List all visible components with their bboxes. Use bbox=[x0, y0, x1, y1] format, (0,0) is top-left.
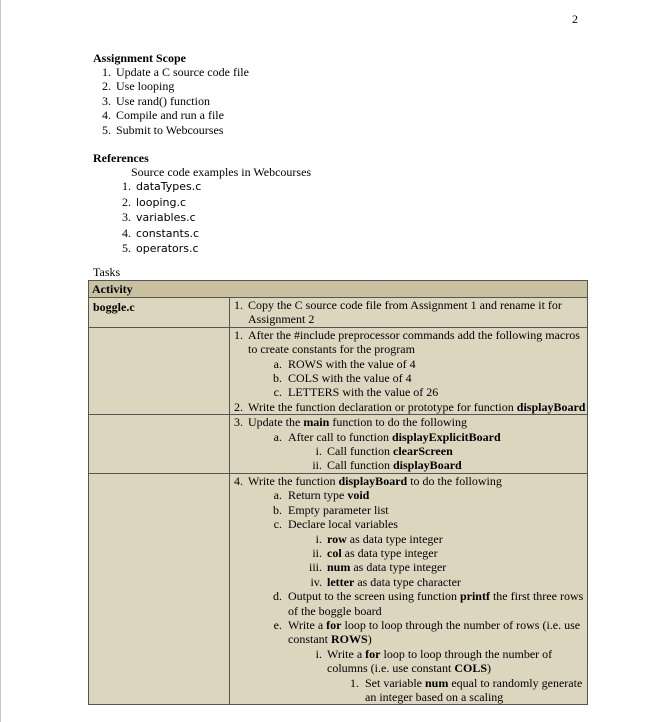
task-cell bbox=[230, 327, 588, 414]
list-item: 3. Use rand() function bbox=[102, 93, 210, 108]
task-item: d. Output to the screen using function printf the first three rows of the boggle board bbox=[273, 589, 584, 618]
table-row bbox=[89, 327, 588, 414]
task-item: b. COLS with the value of 4 bbox=[273, 371, 412, 386]
page-left-border bbox=[0, 0, 1, 722]
list-item: 3. variables.c bbox=[122, 210, 196, 225]
list-item: 4. constants.c bbox=[122, 225, 200, 240]
references-intro: Source code examples in Webcourses bbox=[131, 165, 312, 179]
table-row bbox=[89, 473, 588, 705]
task-item: ii. col as data type integer bbox=[312, 545, 438, 560]
assignment-scope-section bbox=[93, 51, 249, 137]
task-item: 1. Copy the C source code file from Assignment 1 and rename it for Assignment 2 bbox=[234, 298, 562, 327]
references-heading: References bbox=[93, 151, 149, 165]
task-item: 3. Update the main function to do the following bbox=[234, 415, 467, 430]
file-cell bbox=[89, 298, 230, 328]
table-row bbox=[89, 298, 588, 328]
task-item: 2. Write the function declaration or prototype for function displayBoard bbox=[234, 399, 586, 414]
task-item: e. Write a for loop to loop through the number of rows (i.e. use constant ROWS) bbox=[273, 617, 581, 647]
task-item: c. Declare local variables bbox=[273, 517, 398, 532]
task-item: i. Write a for loop to loop through the number of columns (i.e. use constant COLS) bbox=[315, 646, 553, 676]
task-item: ii. Call function displayBoard bbox=[312, 458, 462, 473]
tasks-heading: Tasks bbox=[93, 265, 121, 279]
tasks-table bbox=[88, 280, 588, 705]
assignment-scope-heading: Assignment Scope bbox=[93, 51, 187, 65]
task-item: b. Empty parameter list bbox=[273, 502, 389, 517]
task-cell bbox=[230, 473, 588, 705]
file-cell bbox=[89, 327, 230, 414]
file-label: boggle.c bbox=[93, 300, 135, 314]
task-item: iv. letter as data type character bbox=[310, 574, 461, 589]
task-item: 4. Write the function displayBoard to do the following bbox=[234, 473, 502, 488]
list-item: 5. Submit to Webcourses bbox=[102, 122, 224, 137]
task-item: a. After call to function displayExplicitBoard bbox=[273, 429, 501, 444]
page-number: 2 bbox=[572, 12, 578, 26]
list-item: 4. Compile and run a file bbox=[102, 108, 224, 123]
file-cell bbox=[89, 415, 230, 474]
task-item: i. row as data type integer bbox=[315, 531, 443, 546]
references-section bbox=[93, 151, 311, 256]
list-item: 5. operators.c bbox=[122, 241, 199, 256]
task-cell bbox=[230, 298, 588, 328]
task-item: 1. After the #include preprocessor commands add the following macros to create constants for the program bbox=[234, 327, 580, 357]
table-row bbox=[89, 415, 588, 474]
task-item: a. Return type void bbox=[273, 488, 370, 503]
tasks-body bbox=[89, 298, 588, 705]
list-item: 2. Use looping bbox=[102, 79, 175, 94]
references-list bbox=[113, 179, 311, 256]
assignment-scope-list bbox=[93, 65, 249, 137]
task-cell bbox=[230, 415, 588, 474]
task-item: 1. Set variable num equal to randomly generate an integer based on a scaling bbox=[350, 675, 583, 704]
file-cell bbox=[89, 473, 230, 705]
task-item: c. LETTERS with the value of 26 bbox=[273, 385, 439, 400]
list-item: 1. dataTypes.c bbox=[122, 179, 202, 194]
activity-header: Activity bbox=[89, 281, 588, 298]
task-item: iii. num as data type integer bbox=[308, 560, 447, 575]
list-item: 1. Update a C source code file bbox=[102, 65, 249, 79]
task-item: a. ROWS with the value of 4 bbox=[273, 356, 416, 371]
list-item: 2. looping.c bbox=[122, 194, 187, 209]
task-item: i. Call function clearScreen bbox=[315, 444, 453, 459]
